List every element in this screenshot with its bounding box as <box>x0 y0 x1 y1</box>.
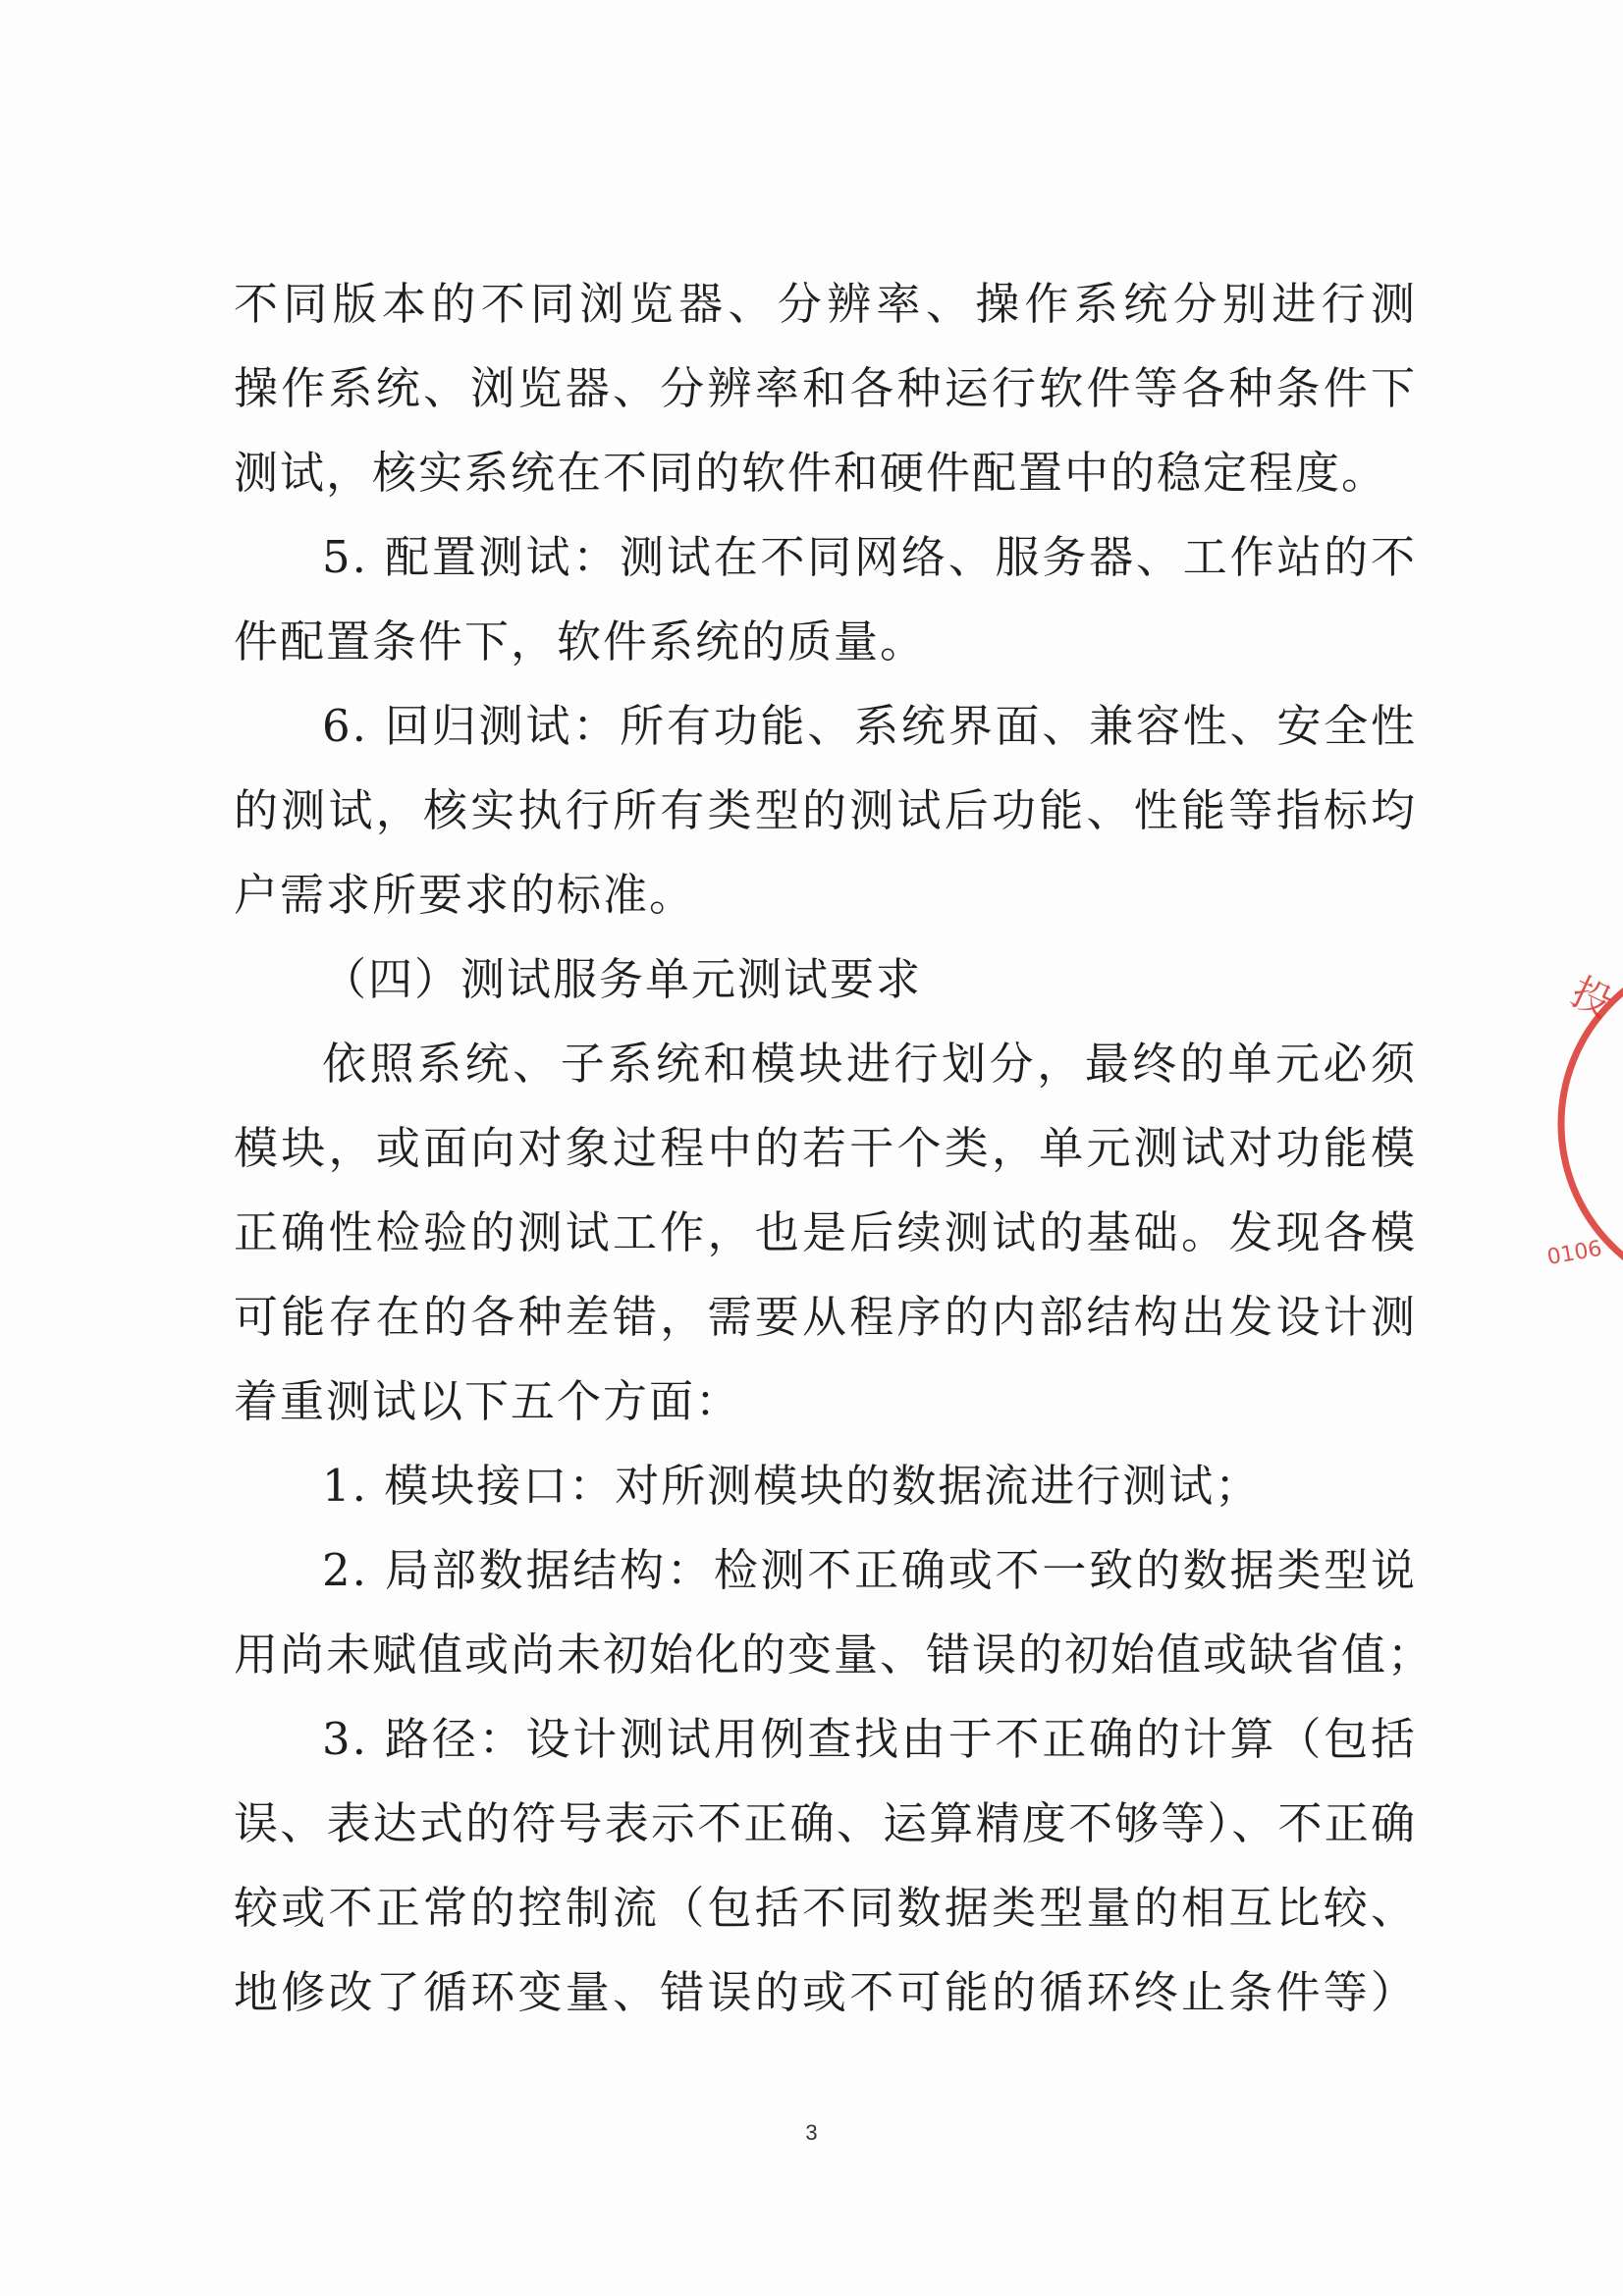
official-seal-stamp <box>1527 937 1623 1310</box>
text-line: 模块，或面向对象过程中的若干个类，单元测试对功能模 <box>234 1122 1417 1174</box>
text-line: 可能存在的各种差错，需要从程序的内部结构出发设计测 <box>234 1291 1417 1343</box>
text-line: 着重测试以下五个方面： <box>234 1375 742 1427</box>
text-line: 操作系统、浏览器、分辨率和各种运行软件等各种条件下 <box>234 362 1417 414</box>
text-line: 5. 配置测试：测试在不同网络、服务器、工作站的不 <box>322 531 1417 583</box>
seal-number: 0106 <box>1544 1236 1604 1271</box>
text-line: 的测试，核实执行所有类型的测试后功能、性能等指标均 <box>234 784 1417 836</box>
text-line: 用尚未赋值或尚未初始化的变量、错误的初始值或缺省值； <box>234 1629 1434 1681</box>
text-line: 件配置条件下，软件系统的质量。 <box>234 615 927 667</box>
text-line: 地修改了循环变量、错误的或不可能的循环终止条件等） <box>234 1966 1417 2018</box>
seal-glyph: 投 <box>1564 969 1619 1027</box>
text-line: 测试，核实系统在不同的软件和硬件配置中的稳定程度。 <box>234 447 1388 499</box>
text-line: 3. 路径：设计测试用例查找由于不正确的计算（包括 <box>322 1713 1417 1765</box>
section-heading: （四）测试服务单元测试要求 <box>322 953 923 1005</box>
text-line: 正确性检验的测试工作，也是后续测试的基础。发现各模 <box>234 1206 1417 1258</box>
text-line: 依照系统、子系统和模块进行划分，最终的单元必须 <box>322 1038 1417 1090</box>
text-line: 不同版本的不同浏览器、分辨率、操作系统分别进行测 <box>234 278 1417 330</box>
text-line: 误、表达式的符号表示不正确、运算精度不够等）、不正确 <box>234 1797 1417 1849</box>
text-line: 较或不正常的控制流（包括不同数据类型量的相互比较、 <box>234 1882 1417 1934</box>
text-line: 户需求所要求的标准。 <box>234 869 696 921</box>
text-line: 1. 模块接口：对所测模块的数据流进行测试； <box>322 1460 1262 1512</box>
page-number: 3 <box>805 2120 818 2145</box>
text-line: 2. 局部数据结构：检测不正确或不一致的数据类型说 <box>322 1544 1417 1596</box>
text-line: 6. 回归测试：所有功能、系统界面、兼容性、安全性 <box>322 700 1417 752</box>
